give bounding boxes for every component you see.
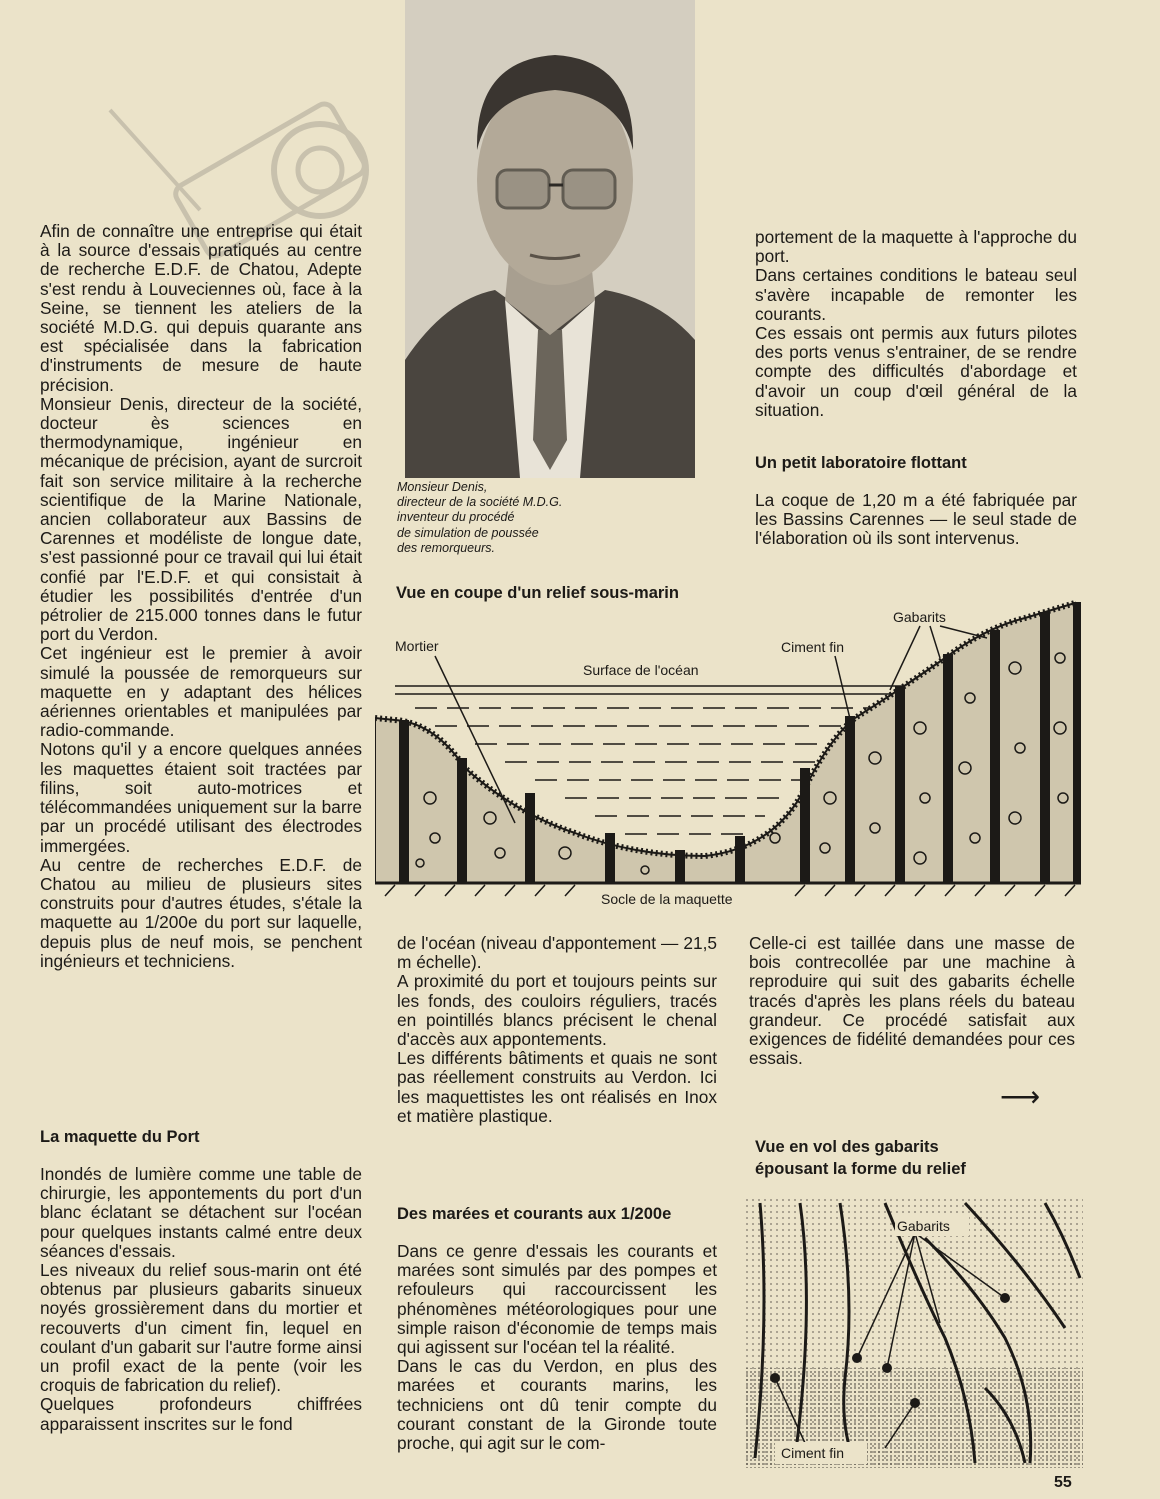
label-gabarits: Gabarits (893, 609, 946, 625)
column-3-top-text (755, 228, 1077, 420)
paragraph: Inondés de lumière comme une table de chirurgie, les appontements du port d'un blanc éclatant se détachent sur l'océan pour quelques instants calmé entre deux séances d'essais. (40, 1164, 362, 1261)
paragraph: Dans certaines conditions le bateau seul s'avère incapable de remonter les courants. (755, 265, 1077, 324)
column-2-bottom-text (397, 934, 717, 1126)
caption-line: des remorqueurs. (397, 540, 495, 555)
label-socle: Socle de la maquette (601, 891, 733, 907)
paragraph: Au centre de recherches E.D.F. de Chatou au milieu de plusieurs sites construits pour d'autres études, s'étale la maquette au 1/200e du port sur laquelle, depuis plus de neuf mois, se penchent ingénieurs et techniciens. (40, 854, 362, 971)
paragraph: Ces essais ont permis aux futurs pilotes des ports venus s'entrainer, de se rendre compte des difficultés d'abordage et d'avoir un coup d'œil général de la situation. (755, 323, 1077, 420)
portrait-photo (405, 0, 695, 478)
paragraph: portement de la maquette à l'approche du port. (755, 227, 1077, 267)
column-1-bottom-text (40, 1165, 362, 1434)
page-number: 55 (1054, 1474, 1072, 1491)
paragraph: Celle-ci est taillée dans une masse de bois contrecollée par une machine à reproduire qui suit des gabarits échelle tracés d'après les plans réels du bateau grandeur. Ce procédé satisfait aux exigences de fidélité demandées pour ces essais. (749, 933, 1075, 1069)
continue-arrow: ⟶ (1000, 1081, 1041, 1112)
top-view-diagram (745, 1198, 1083, 1468)
paragraph: Quelques profondeurs chiffrées apparaissent inscrites sur le fond (40, 1394, 362, 1434)
column-1-text (40, 222, 362, 971)
diagram-top-view-title (755, 1136, 966, 1180)
paragraph: A proximité du port et toujours peints sur les fonds, des couloirs réguliers, tracés en pointillés blancs précisent le chenal d'accès aux appontements. (397, 971, 717, 1050)
label-mortier: Mortier (395, 638, 439, 654)
title-line: épousant la forme du relief (755, 1160, 966, 1178)
label-ciment-fin: Ciment fin (781, 639, 845, 655)
column-2-marees-text (397, 1242, 717, 1453)
heading-maquette-du-port: La maquette du Port (40, 1128, 200, 1146)
heading-petit-laboratoire: Un petit laboratoire flottant (755, 454, 967, 472)
title-line: Vue en vol des gabarits (755, 1138, 939, 1156)
paragraph: Monsieur Denis, directeur de la société, docteur ès sciences en thermodynamique, ingénieur en mécanique de précision, ayant de surcroit fait son service militaire à la recherche scientifique de la Marine Nationale, ancien collaborateur aux Bassins de Carennes et modéliste de longue date, s'est passionné pour ce travail qui lui était confié par l'E.D.F. et qui consistait à étudier les possibilités d'entrée d'un pétrolier de 215.000 tonnes dans le futur port du Verdon. (40, 393, 362, 645)
label-ciment-fin-top: Ciment fin (781, 1445, 845, 1461)
column-3-bottom-text (749, 934, 1075, 1068)
paragraph: Les niveaux du relief sous-marin ont été obtenus par plusieurs gabarits sinueux noyés grossièrement dans du mortier et recouverts d'un ciment fin, lequel en coulant d'un gabarit sur l'autre forme ainsi un profil exact de la pente (voir les croquis de fabrication du relief). (40, 1260, 362, 1396)
label-surface: Surface de l'océan (583, 662, 699, 678)
heading-marees-courants: Des marées et courants aux 1/200e (397, 1205, 672, 1223)
diagram-cross-section-title: Vue en coupe d'un relief sous-marin (396, 584, 679, 602)
photo-caption (397, 480, 617, 556)
paragraph: Afin de connaître une entreprise qui était à la source d'essais pratiqués au centre de recherche E.D.F. de Chatou, Adepte s'est rendu à Louveciennes où, face à la Seine, se tiennent les ateliers de la société M.D.G. qui depuis quarante ans est spécialisée dans la fabrication d'instruments de mesure de haute précision. (40, 221, 362, 395)
caption-line: de simulation de poussée (397, 525, 539, 540)
paragraph: de l'océan (niveau d'appontement — 21,5 m échelle). (397, 933, 717, 973)
caption-line: Monsieur Denis, (397, 480, 488, 494)
label-gabarits-top: Gabarits (897, 1218, 950, 1234)
caption-line: directeur de la société M.D.G. (397, 495, 563, 510)
paragraph: La coque de 1,20 m a été fabriquée par les Bassins Carennes — le seul stade de l'élaboration où ils sont intervenus. (755, 490, 1077, 549)
paragraph: Cet ingénieur est le premier à avoir simulé la poussée de remorqueurs sur maquette en y adaptant des hélices aériennes orientables et manipulées par radio-commande. (40, 643, 362, 741)
paragraph: Notons qu'il y a encore quelques années les maquettes étaient soit tractées par filins, soit auto-motrices et télécommandées uniquement sur la barre par un procédé utilisant des électrodes immergées. (40, 739, 362, 856)
paragraph: Dans ce genre d'essais les courants et marées sont simulés par des pompes et refouleurs qui raccourcissent les phénomènes météorologiques pour une simple raison d'économie de temps mais qui agissent sur l'océan tel la réalité. (397, 1241, 717, 1358)
paragraph: Dans le cas du Verdon, en plus des marées et courants marins, les techniciens ont dû tenir compte du courant constant de la Gironde toute proche, qui agit sur le com- (397, 1356, 717, 1454)
caption-line: inventeur du procédé (397, 510, 515, 525)
paragraph: Les différents bâtiments et quais ne sont pas réellement construits au Verdon. Ici les maquettistes les ont réalisés en Inox et matière plastique. (397, 1048, 717, 1126)
cross-section-diagram (375, 598, 1091, 908)
column-3-lab-text (755, 491, 1077, 549)
